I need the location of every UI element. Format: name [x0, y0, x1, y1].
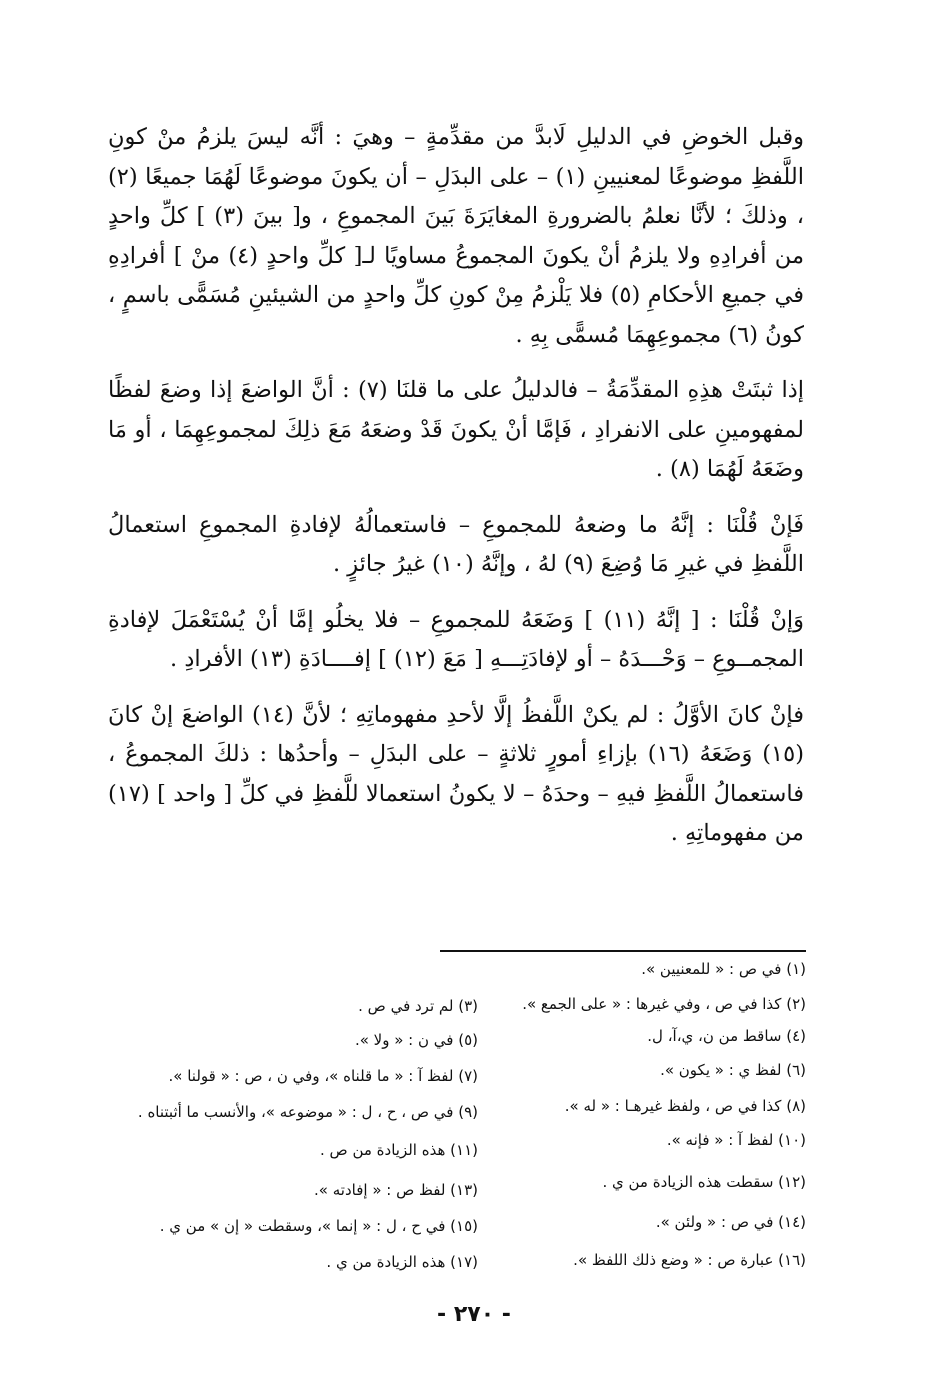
footnote-13: (١٣) لفظ ص : « إفادته ». — [314, 1181, 478, 1199]
footnote-7: (٧) لفظ آ : « ما قلناه »، وفي ن ، ص : « قولنا ». — [168, 1067, 478, 1085]
footnote-3: (٣) لم ترد في ص . — [358, 997, 478, 1015]
footnote-divider — [440, 950, 806, 952]
page-number: - ٢٧٠ - — [437, 1302, 511, 1327]
footnote-15: (١٥) في ح ، ل : « إنما »، وسقطت « إن » من ي . — [159, 1217, 478, 1235]
footnote-10: (١٠) لفظ آ : « فإنه ». — [666, 1131, 806, 1149]
footnote-11: (١١) هذه الزيادة من ص . — [320, 1141, 478, 1159]
footnote-1: (١) في ص : « للمعنيين ». — [641, 960, 806, 978]
paragraph-3: فَإنْ قُلْنَا : إنَّهُ ما وضعهُ للمجموعِ – فاستعمالُهُ لإفادةِ المجموعِ استعمالُ اللَّفظِ في غيرِ مَا وُضِعَ (٩) لهُ ، وإنَّهُ (١٠) غيرُ جائزٍ . — [108, 511, 804, 577]
footnote-8: (٨) كذا في ص ، ولفظ غيرهـا : « له ». — [564, 1097, 806, 1115]
paragraph-2: إذا ثبتَتْ هذِهِ المقدِّمَةُ – فالدليلُ على ما قلنَا (٧) : أنَّ الواضعَ إذا وضعَ لفظًا لمفهومينِ على الانفرادِ ، فَإمَّا أنْ يكونَ قَدْ وضعَهُ مَعَ ذلِكَ لمجموعِهِمَا ، أو مَا وضَعَهُ لَهُمَا (٨) . — [108, 377, 804, 482]
footnote-5: (٥) في ن : « ولا ». — [354, 1031, 478, 1049]
footnote-12: (١٢) سقطت هذه الزيادة من ي . — [602, 1173, 806, 1191]
footnote-16: (١٦) عبارة ص : « وضع ذلك اللفظ ». — [573, 1251, 806, 1269]
footnote-4: (٤) ساقط من ن، ي،آ، ل. — [647, 1027, 806, 1045]
footnote-2: (٢) كذا في ص ، وفي غيرها : « على الجمع ». — [522, 995, 806, 1013]
footnote-17: (١٧) هذه الزيادة من ي . — [326, 1253, 478, 1271]
footnote-6: (٦) لفظ ي : « يكون ». — [660, 1061, 806, 1079]
paragraph-5: فإنْ كانَ الأوَّلُ : لم يكنْ اللَّفظُ إلَّا لأحدِ مفهوماتِهِ ؛ لأنَّ (١٤) الواضعَ إنْ كانَ (١٥) وَضَعَهُ (١٦) بإزاءِ أمورٍ ثلاثةٍ – على البدَلِ – وأحدُها : ذلكَ المجموعُ ، فاستعمالُ اللَّفظِ فيهِ – وحدَهُ – لا يكونُ استعمالا للَّفظِ في كلِّ [ واحد ] (١٧) من مفهوماتِهِ . — [108, 701, 804, 846]
main-text — [108, 118, 804, 870]
paragraph-4: وَإنْ قُلْنَا : [ إنَّهُ (١١) ] وَضَعَهُ للمجموعِ – فلا يخلُو إمَّا أنْ يُسْتَعْمَلَ لإفادةِ المجمــوعِ – وَحْـــدَهُ – أو لإفادَتِـــهِ [ مَعَ (١٢) ] إفــــادَةِ (١٣) الأفرادِ . — [108, 606, 804, 672]
footnote-14: (١٤) في ص : « ولئن ». — [655, 1213, 806, 1231]
footnote-9: (٩) في ص ، ح ، ل : « موضوعه »، والأنسب ما أثبتناه . — [137, 1103, 478, 1121]
paragraph-1: وقبل الخوضِ في الدليلِ لَابدَّ من مقدِّمةٍ – وهيَ : أنَّه ليسَ يلزمُ منْ كونِ اللَّفظِ موضوعًا لمعنيينِ (١) – على البدَلِ – أن يكونَ موضوعًا لَهُمَا جميعًا (٢) ، وذلكَ ؛ لأنَّا نعلمُ بالضرورةِ المغايَرَةَ بَينَ المجموعِ ، و[ بينَ (٣) ] كلِّ واحدٍ من أفرادِهِ ولا يلزمُ أنْ يكونَ المجموعُ مساويًا لـ[ كلِّ واحدٍ (٤) منْ ] أفرادِهِ في جميعِ الأحكامِ (٥) فلا يَلْزمُ مِنْ كونِ كلِّ واحدٍ من الشيئينِ مُسَمًّى باسمٍ ، كونُ (٦) مجموعِهِمَا مُسمًّى بِهِ . — [108, 124, 804, 348]
